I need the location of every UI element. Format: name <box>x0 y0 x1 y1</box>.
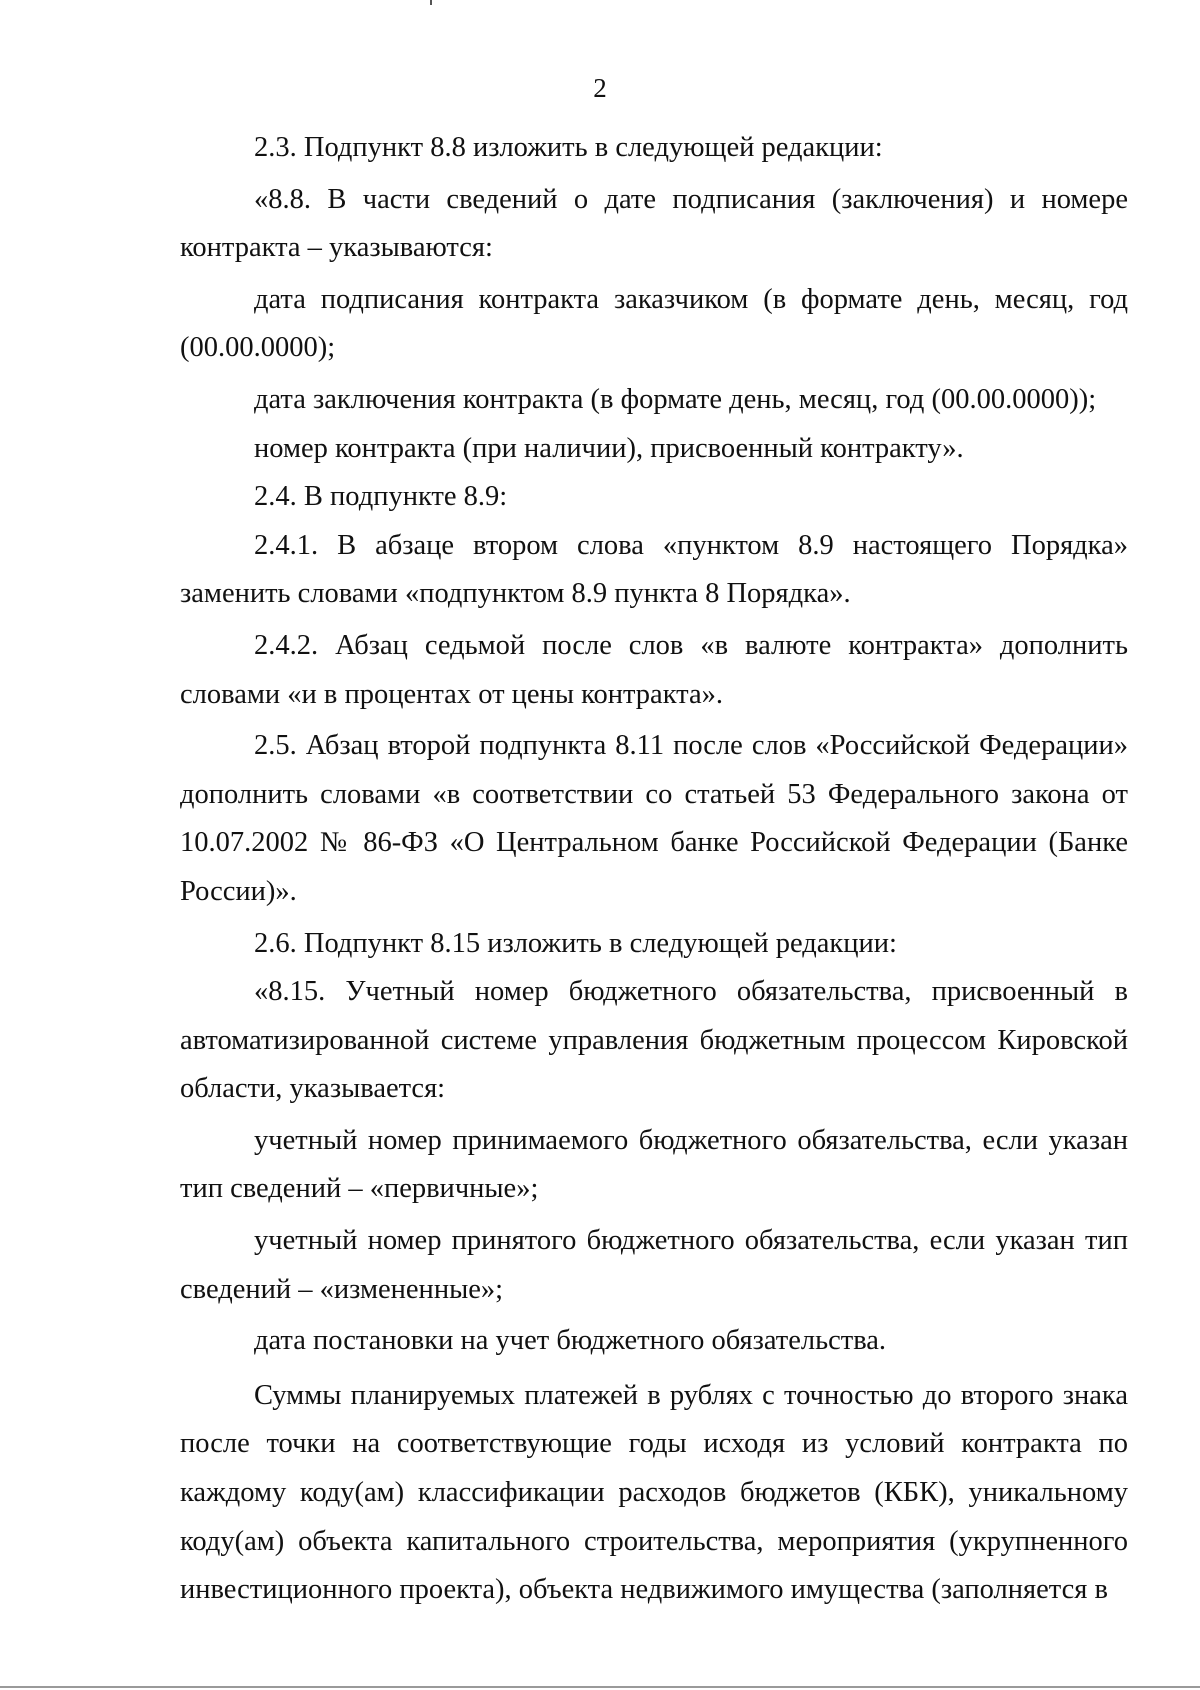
paragraph-planned-payments: Суммы планируемых платежей в рублях с точностью до второго знака после точки на соответствующие годы исходя из условий контракта по каждому коду(ам) классификации расходов бюджетов (КБК), уникальному коду(ам) объекта капитального строительства, мероприятия (укрупненного инвестиционного проекта), объекта недвижимого имущества (заполняется в <box>180 1379 1128 1606</box>
paragraph-registration-date: дата постановки на учет бюджетного обязательства. <box>254 1325 887 1357</box>
paragraph-signing-date: дата подписания контракта заказчиком (в формате день, месяц, год (00.00.0000); <box>180 283 1128 364</box>
paragraph-changed-number: учетный номер принятого бюджетного обязательства, если указан тип сведений – «измененные»; <box>180 1225 1128 1305</box>
paragraph-2-4: 2.4. В подпункте 8.9: <box>254 481 508 513</box>
paragraph-8-8-intro: «8.8. В части сведений о дате подписания (заключения) и номере контракта – указываются: <box>180 183 1128 264</box>
document-body <box>180 124 1128 1615</box>
paragraph-2-6: 2.6. Подпункт 8.15 изложить в следующей редакции: <box>254 927 897 959</box>
paragraph-conclusion-date: дата заключения контракта (в формате день, месяц, год (00.00.0000)); <box>254 383 1097 415</box>
paragraph-2-5: 2.5. Абзац второй подпункта 8.11 после слов «Российской Федерации» дополнить словами «в соответствии со статьей 53 Федерального закона от 10.07.2002 № 86-ФЗ «О Центральном банке Российской Федерации (Банке России)». <box>180 730 1128 907</box>
page-number <box>0 72 1200 104</box>
page-number-text: 2 <box>593 73 607 103</box>
paragraph-8-15-intro: «8.15. Учетный номер бюджетного обязательства, присвоенный в автоматизированной системе управления бюджетным процессом Кировской области, указывается: <box>180 976 1128 1105</box>
paragraph-contract-number: номер контракта (при наличии), присвоенный контракту». <box>254 432 964 464</box>
paragraph-2-3: 2.3. Подпункт 8.8 изложить в следующей редакции: <box>254 132 883 163</box>
scan-edge-line <box>0 1686 1200 1688</box>
paragraph-2-4-1: 2.4.1. В абзаце втором слова «пунктом 8.9 настоящего Порядка» заменить словами «подпунктом 8.9 пункта 8 Порядка». <box>180 529 1128 610</box>
scan-mark <box>430 0 432 5</box>
paragraph-primary-number: учетный номер принимаемого бюджетного обязательства, если указан тип сведений – «первичные»; <box>180 1124 1128 1205</box>
paragraph-2-4-2: 2.4.2. Абзац седьмой после слов «в валюте контракта» дополнить словами «и в процентах от цены контракта». <box>180 629 1128 710</box>
